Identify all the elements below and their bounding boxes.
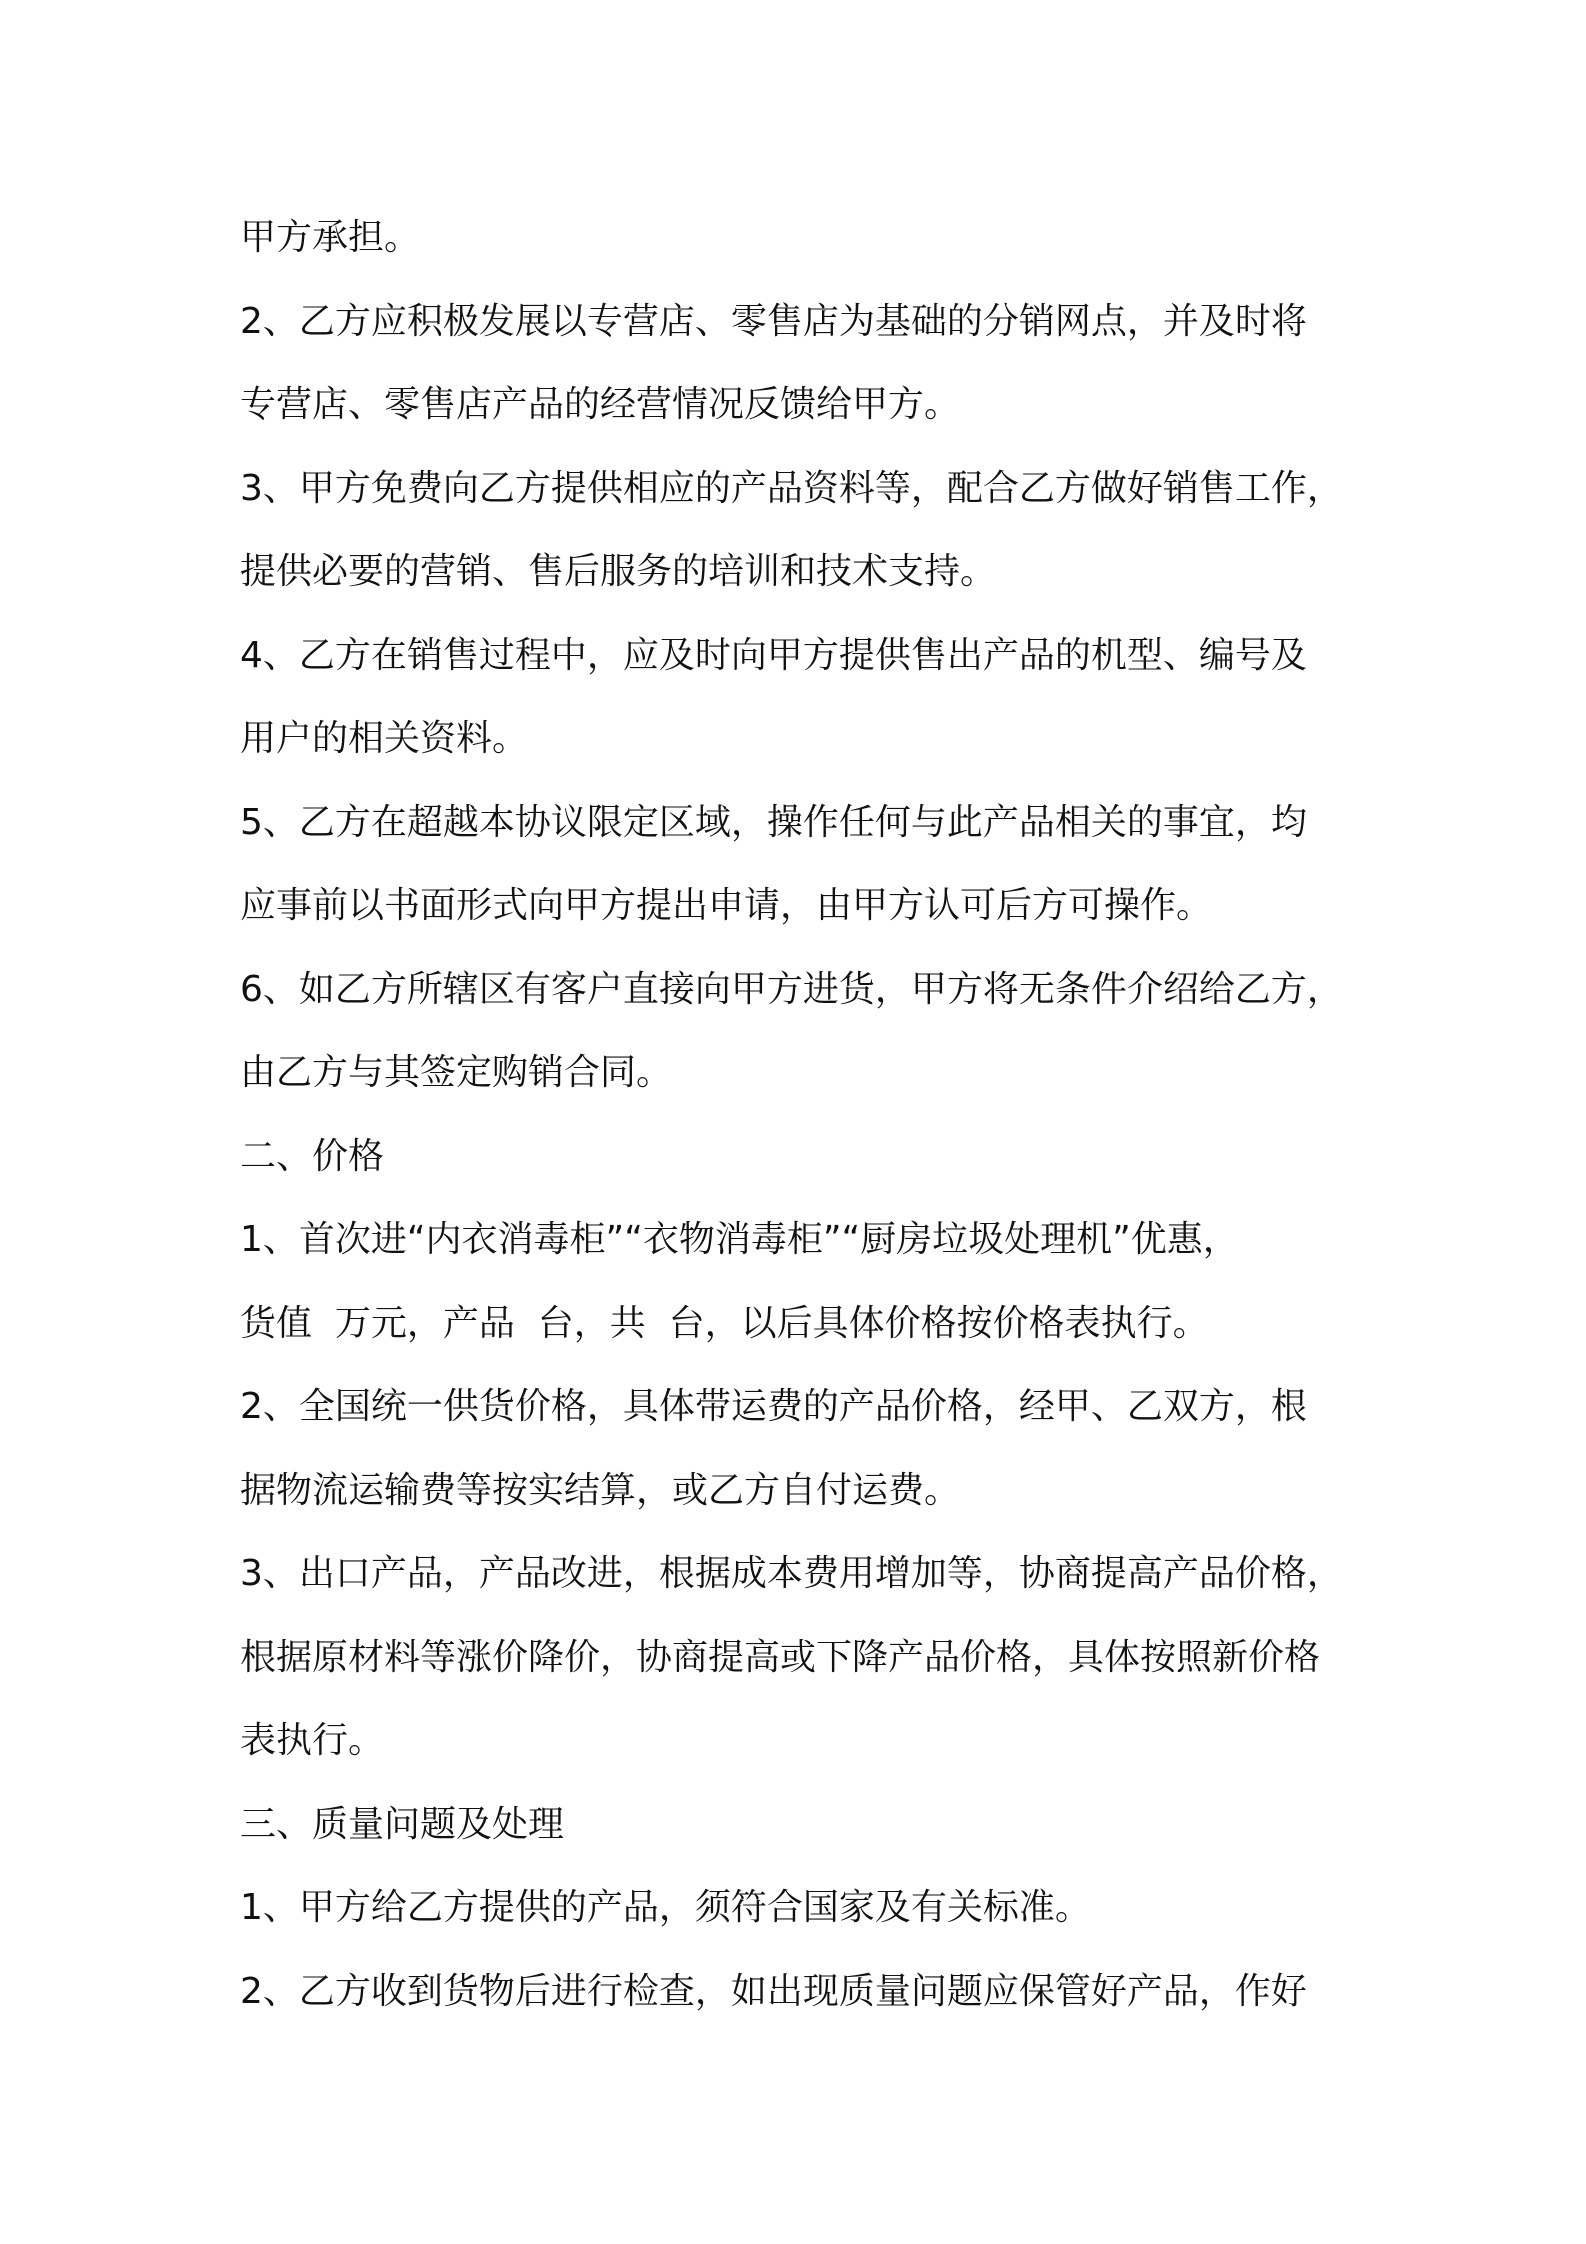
- section-heading-quality: 三、质量问题及处理: [240, 1803, 565, 1845]
- paragraph-line: 甲方承担。: [240, 217, 421, 258]
- paragraph-line: 由乙方与其签定购销合同。: [240, 1052, 673, 1093]
- paragraph-line: 6、如乙方所辖区有客户直接向甲方进货，甲方将无条件介绍给乙方，: [240, 968, 1343, 1010]
- paragraph-line: 据物流运输费等按实结算，或乙方自付运费。: [240, 1469, 961, 1511]
- paragraph-line: 1、首次进“内衣消毒柜”“衣物消毒柜”“厨房垃圾处理机”优惠，: [240, 1219, 1239, 1260]
- paragraph-line: 提供必要的营销、售后服务的培训和技术支持。: [240, 551, 997, 592]
- paragraph-line: 2、全国统一供货价格，具体带运费的产品价格，经甲、乙双方，根: [240, 1386, 1307, 1427]
- paragraph-line: 专营店、零售店产品的经营情况反馈给甲方。: [240, 384, 961, 425]
- paragraph-line: 2、乙方应积极发展以专营店、零售店为基础的分销网点，并及时将: [240, 300, 1307, 342]
- document-body: [240, 196, 1360, 2033]
- paragraph-line: 用户的相关资料。: [240, 718, 529, 759]
- paragraph-line: 表执行。: [240, 1720, 385, 1761]
- paragraph-line: 应事前以书面形式向甲方提出申请，由甲方认可后方可操作。: [240, 885, 1213, 926]
- paragraph-line: 2、乙方收到货物后进行检查，如出现质量问题应保管好产品，作好: [240, 1970, 1307, 2012]
- paragraph-line: 5、乙方在超越本协议限定区域，操作任何与此产品相关的事宜，均: [240, 801, 1307, 843]
- paragraph-line: 3、出口产品，产品改进，根据成本费用增加等，协商提高产品价格，: [240, 1553, 1343, 1594]
- paragraph-line: 根据原材料等涨价降价，协商提高或下降产品价格，具体按照新价格: [240, 1636, 1321, 1678]
- section-heading-price: 二、价格: [240, 1135, 385, 1177]
- paragraph-line: 4、乙方在销售过程中，应及时向甲方提供售出产品的机型、编号及: [240, 634, 1307, 676]
- paragraph-line: 1、甲方给乙方提供的产品，须符合国家及有关标准。: [240, 1887, 1091, 1928]
- paragraph-line: 3、甲方免费向乙方提供相应的产品资料等，配合乙方做好销售工作，: [240, 467, 1343, 509]
- paragraph-line: 货值 万元，产品 台，共 台，以后具体价格按价格表执行。: [240, 1302, 1209, 1344]
